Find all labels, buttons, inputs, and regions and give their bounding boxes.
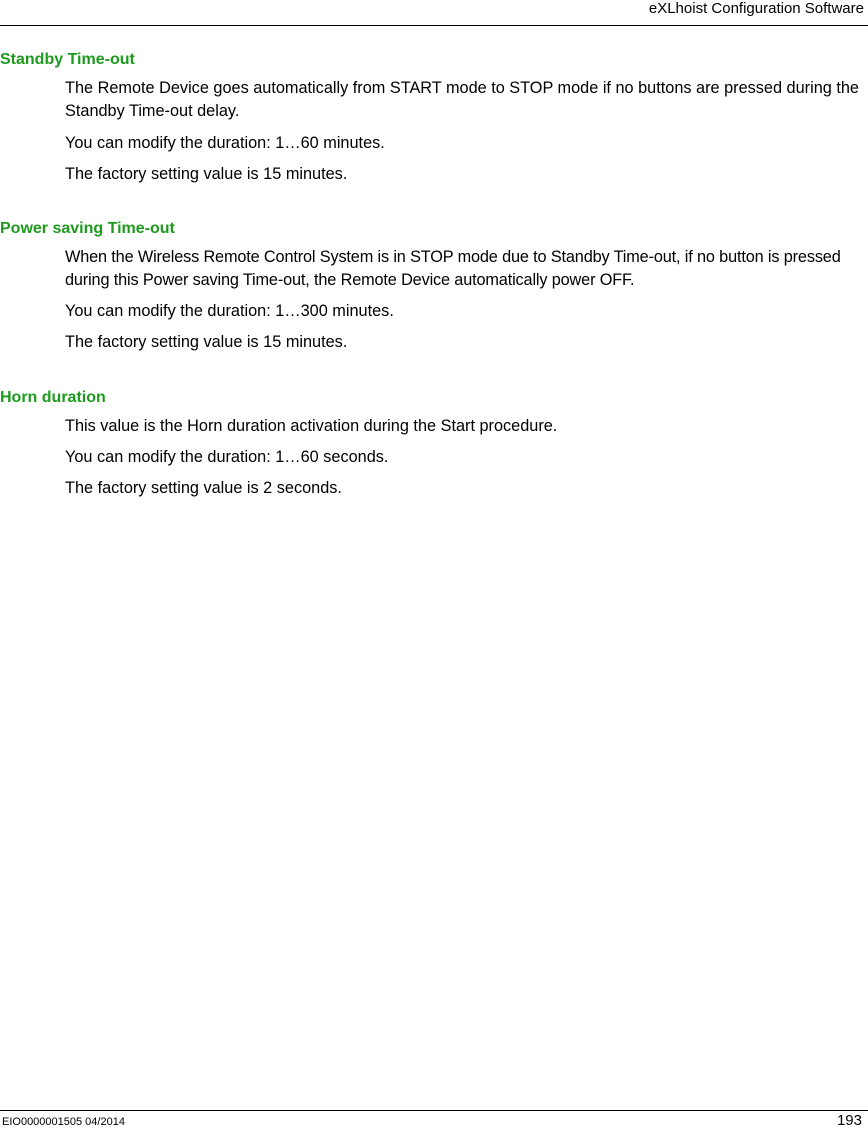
header-title: eXLhoist Configuration Software bbox=[648, 0, 864, 17]
paragraph: You can modify the duration: 1…60 seconds. bbox=[65, 448, 389, 466]
paragraph: You can modify the duration: 1…300 minutes. bbox=[65, 302, 394, 320]
section-heading: Power saving Time-out bbox=[0, 220, 175, 237]
paragraph: The factory setting value is 15 minutes. bbox=[65, 333, 348, 351]
section-standby-timeout bbox=[0, 50, 868, 186]
section-horn-duration bbox=[0, 388, 868, 500]
paragraph: This value is the Horn duration activation during the Start procedure. bbox=[65, 417, 558, 435]
paragraph: When the Wireless Remote Control System is in STOP mode due to Standby Time-out, if no button is pressed during this Power saving Time-out, the Remote Device automatically power OFF. bbox=[65, 248, 841, 289]
paragraph: The factory setting value is 15 minutes. bbox=[65, 165, 348, 183]
section-power-saving-timeout bbox=[0, 219, 868, 354]
page-number: 193 bbox=[836, 1112, 862, 1129]
paragraph: The Remote Device goes automatically from START mode to STOP mode if no buttons are pressed during the Standby Time-out delay. bbox=[65, 79, 859, 120]
section-heading: Standby Time-out bbox=[0, 51, 135, 68]
section-heading: Horn duration bbox=[0, 389, 106, 406]
page-footer bbox=[0, 1110, 868, 1129]
paragraph: The factory setting value is 2 seconds. bbox=[65, 479, 342, 497]
paragraph: You can modify the duration: 1…60 minutes. bbox=[65, 134, 385, 152]
page-header bbox=[0, 0, 868, 26]
document-reference: EIO0000001505 04/2014 bbox=[2, 1116, 125, 1128]
